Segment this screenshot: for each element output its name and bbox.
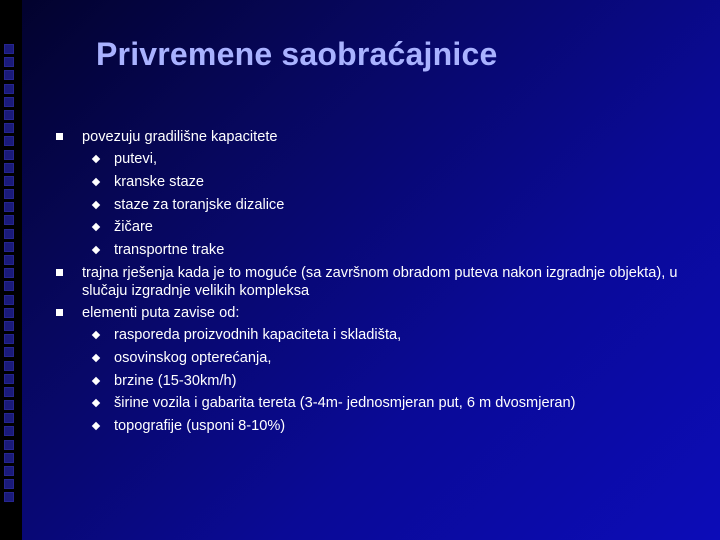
decor-square [4, 202, 14, 212]
decor-square [4, 215, 14, 225]
left-decor-strip [0, 0, 22, 540]
sub-bullet-text: osovinskog opterećanja, [114, 349, 272, 366]
decor-square [4, 387, 14, 397]
sub-bullet-item [82, 392, 696, 415]
sub-bullet-item [82, 216, 696, 239]
decor-square [4, 440, 14, 450]
sub-bullet-item [82, 171, 696, 194]
decor-square [4, 150, 14, 160]
decor-square [4, 242, 14, 252]
diamond-bullet-icon [92, 178, 100, 186]
bullet-text: elementi puta zavise od: [82, 304, 240, 321]
decor-square [4, 123, 14, 133]
decor-square [4, 110, 14, 120]
bullet-item [56, 126, 696, 262]
diamond-bullet-icon [92, 331, 100, 339]
decor-square [4, 321, 14, 331]
bullet-item [56, 262, 696, 302]
sub-bullet-text: transportne trake [114, 242, 225, 259]
decor-square [4, 479, 14, 489]
decor-square [4, 466, 14, 476]
diamond-bullet-icon [92, 399, 100, 407]
square-bullet-icon [56, 309, 63, 316]
decor-square [4, 255, 14, 265]
bullet-text: trajna rješenja kada je to moguće (sa završnom obradom puteva nakon izgradnje objekta), u slučaju izgradnje velikih kompleksa [82, 264, 678, 299]
decor-square [4, 136, 14, 146]
decor-square [4, 374, 14, 384]
decor-square [4, 413, 14, 423]
decor-square [4, 84, 14, 94]
decor-square [4, 492, 14, 502]
sub-bullet-text: topografije (usponi 8-10%) [114, 418, 286, 435]
decor-square [4, 176, 14, 186]
decor-square [4, 57, 14, 67]
sub-list [82, 148, 696, 262]
decor-squares [4, 44, 18, 506]
decor-square [4, 426, 14, 436]
sub-bullet-item [82, 148, 696, 171]
decor-square [4, 268, 14, 278]
slide-content [56, 126, 696, 438]
decor-square [4, 347, 14, 357]
bullet-item [56, 302, 696, 438]
decor-square [4, 361, 14, 371]
sub-bullet-text: rasporeda proizvodnih kapaciteta i skladišta, [114, 326, 402, 343]
diamond-bullet-icon [92, 422, 100, 430]
diamond-bullet-icon [92, 354, 100, 362]
diamond-bullet-icon [92, 200, 100, 208]
sub-bullet-text: staze za toranjske dizalice [114, 196, 285, 213]
decor-square [4, 281, 14, 291]
diamond-bullet-icon [92, 223, 100, 231]
diamond-bullet-icon [92, 246, 100, 254]
sub-bullet-text: širine vozila i gabarita tereta (3-4m- jednosmjeran put, 6 m dvosmjeran) [114, 395, 576, 412]
decor-square [4, 334, 14, 344]
decor-square [4, 97, 14, 107]
decor-square [4, 229, 14, 239]
bullet-text: povezuju gradilišne kapacitete [82, 129, 278, 145]
sub-bullet-item [82, 370, 696, 393]
decor-square [4, 295, 14, 305]
diamond-bullet-icon [92, 155, 100, 163]
slide-title: Privremene saobraćajnice [96, 36, 498, 72]
decor-square [4, 453, 14, 463]
decor-square [4, 44, 14, 54]
diamond-bullet-icon [92, 376, 100, 384]
sub-list [82, 324, 696, 438]
decor-square [4, 70, 14, 80]
sub-bullet-item [82, 415, 696, 438]
decor-square [4, 163, 14, 173]
decor-square [4, 400, 14, 410]
square-bullet-icon [56, 133, 63, 140]
sub-bullet-item [82, 239, 696, 262]
sub-bullet-text: kranske staze [114, 173, 205, 190]
square-bullet-icon [56, 269, 63, 276]
decor-square [4, 189, 14, 199]
sub-bullet-item [82, 194, 696, 217]
sub-bullet-text: žičare [114, 219, 153, 236]
sub-bullet-item [82, 347, 696, 370]
decor-square [4, 308, 14, 318]
sub-bullet-text: brzine (15-30km/h) [114, 372, 237, 389]
sub-bullet-item [82, 324, 696, 347]
sub-bullet-text: putevi, [114, 151, 157, 167]
